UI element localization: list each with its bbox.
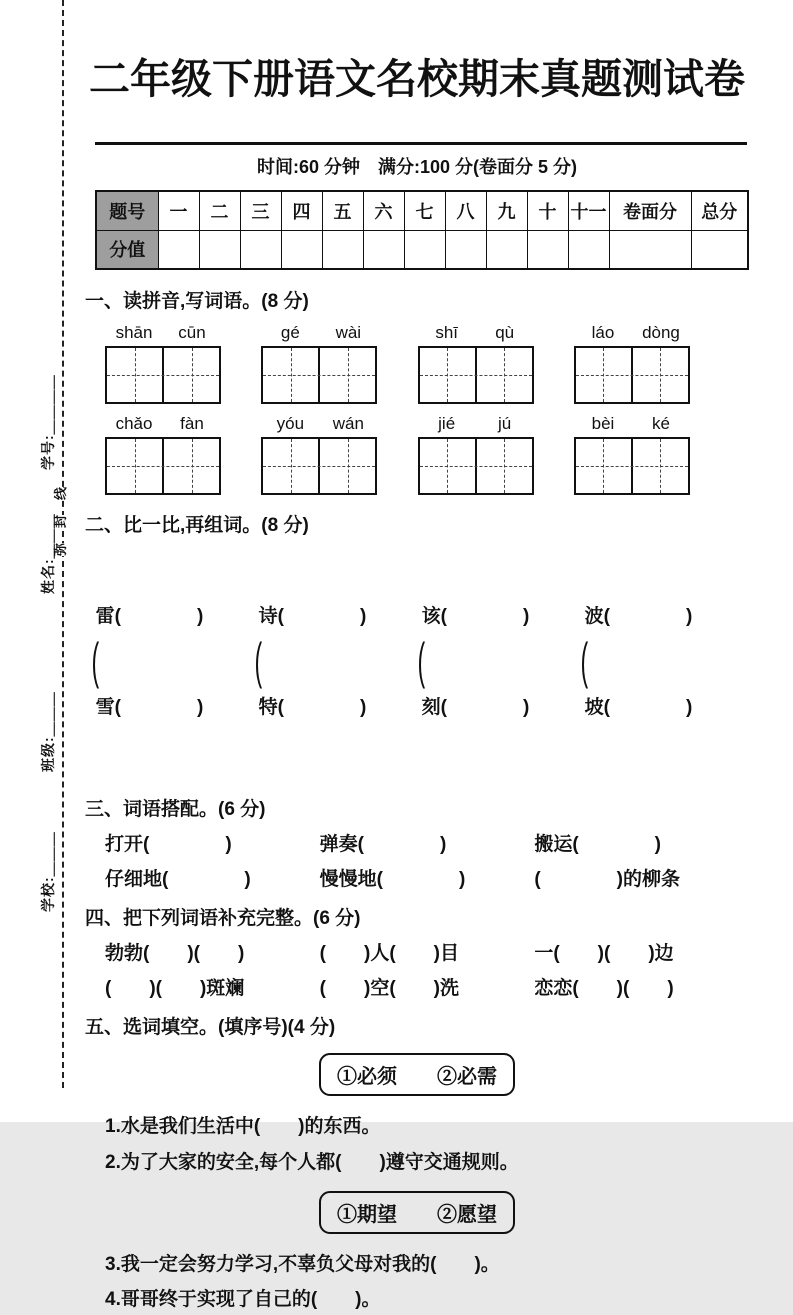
idiom-item: 一( )( )边 xyxy=(534,943,674,965)
score-col: 三 xyxy=(240,191,281,230)
exam-content xyxy=(85,0,749,1315)
score-row-label: 分值 xyxy=(96,230,158,269)
score-cell-blank xyxy=(568,230,609,269)
writing-grid xyxy=(574,437,690,495)
writing-grid xyxy=(418,437,534,495)
collocation-row-2 xyxy=(105,864,749,891)
score-col: 卷面分 xyxy=(609,191,691,230)
writing-grid xyxy=(105,346,221,404)
fill-item-3: 3.我一定会努力学习,不辜负父母对我的( )。 xyxy=(105,1254,500,1275)
score-cell-blank xyxy=(158,230,199,269)
collocation-item: 搬运( ) xyxy=(534,834,661,856)
compare-word: 波( ) xyxy=(584,605,693,627)
score-col: 二 xyxy=(199,191,240,230)
idiom-item: ( )空( )洗 xyxy=(319,978,459,1000)
score-cell-blank xyxy=(609,230,691,269)
fill-item-4: 4.哥哥终于实现了自己的( )。 xyxy=(105,1289,381,1311)
score-col: 六 xyxy=(363,191,404,230)
pinyin-word-block xyxy=(574,323,690,404)
compare-words-pair xyxy=(580,541,749,784)
score-cell-blank xyxy=(363,230,404,269)
score-cell-blank xyxy=(199,230,240,269)
collocation-item: 打开( ) xyxy=(105,834,232,856)
title-divider xyxy=(95,142,747,145)
pinyin-syllable: ké xyxy=(652,414,670,433)
compare-word: 雷( ) xyxy=(95,605,204,627)
idiom-item: ( )( )斑斓 xyxy=(105,978,245,1000)
pinyin-syllable: shān xyxy=(115,323,153,342)
pinyin-syllable: láo xyxy=(591,323,615,342)
compare-words-pair xyxy=(417,541,589,784)
writing-grid xyxy=(261,437,377,495)
pinyin-syllable: fàn xyxy=(180,414,204,433)
score-table-header-row xyxy=(96,191,748,230)
section3-heading: 三、词语搭配。(6 分) xyxy=(85,799,266,821)
fill-item-1: 1.水是我们生活中( )的东西。 xyxy=(105,1116,381,1138)
pinyin-syllable: jié xyxy=(438,414,456,433)
pinyin-syllable: qù xyxy=(495,323,515,342)
compare-word: 诗( ) xyxy=(258,605,367,627)
compare-word: 雪( ) xyxy=(95,696,204,718)
section4-heading: 四、把下列词语补充完整。(6 分) xyxy=(85,908,361,930)
pair-brace: ( xyxy=(417,632,426,689)
seal-char: 弥 xyxy=(49,543,70,556)
idiom-row-2 xyxy=(105,973,749,1000)
seal-char: 封 xyxy=(49,515,70,528)
pinyin-word-block xyxy=(261,323,377,404)
class-field: 班级:＿＿＿ xyxy=(40,691,56,772)
score-table-corner: 题号 xyxy=(96,191,158,230)
pinyin-syllable: chǎo xyxy=(115,414,153,433)
score-col: 总分 xyxy=(691,191,748,230)
writing-grid xyxy=(261,346,377,404)
score-col: 五 xyxy=(322,191,363,230)
pinyin-syllable: bèi xyxy=(591,414,615,433)
score-cell-blank xyxy=(322,230,363,269)
score-cell-blank xyxy=(240,230,281,269)
score-table xyxy=(95,190,749,270)
compare-words-row xyxy=(91,541,749,784)
writing-grid xyxy=(418,346,534,404)
school-field: 学校:＿＿＿ xyxy=(40,831,56,912)
score-cell-blank xyxy=(486,230,527,269)
score-col: 一 xyxy=(158,191,199,230)
collocation-item: 慢慢地( ) xyxy=(319,869,466,891)
pinyin-word-block xyxy=(574,414,690,495)
pinyin-row-1 xyxy=(105,323,690,404)
pinyin-syllable: yóu xyxy=(276,414,305,433)
word-choice-box-1: ①必须 ②必需 xyxy=(319,1053,515,1096)
collocation-row-1 xyxy=(105,829,749,856)
compare-word: 刻( ) xyxy=(421,696,530,718)
pinyin-syllable: cūn xyxy=(178,323,206,342)
idiom-item: ( )人( )目 xyxy=(319,943,459,965)
pinyin-word-block xyxy=(105,414,221,495)
pinyin-word-block xyxy=(105,323,221,404)
word-choice-box-2: ①期望 ②愿望 xyxy=(319,1191,515,1234)
student-name-field: 姓名:＿＿＿ xyxy=(40,513,56,594)
pinyin-word-block xyxy=(418,414,534,495)
idiom-row-1 xyxy=(105,938,749,965)
pinyin-word-block xyxy=(418,323,534,404)
idiom-item: 恋恋( )( ) xyxy=(534,978,674,1000)
score-col: 八 xyxy=(445,191,486,230)
score-cell-blank xyxy=(691,230,748,269)
pinyin-syllable: shī xyxy=(435,323,458,342)
page-title: 二年级下册语文名校期末真题测试卷 xyxy=(89,56,745,102)
score-cell-blank xyxy=(404,230,445,269)
collocation-item: 仔细地( ) xyxy=(105,869,251,891)
pinyin-syllable: jú xyxy=(498,414,512,433)
fill-item-2: 2.为了大家的安全,每个人都( )遵守交通规则。 xyxy=(105,1151,519,1173)
compare-words-pair xyxy=(91,541,263,784)
pair-brace: ( xyxy=(580,632,589,689)
compare-words-pair xyxy=(254,541,426,784)
compare-word: 坡( ) xyxy=(584,696,693,718)
compare-word: 该( ) xyxy=(421,605,530,627)
score-cell-blank xyxy=(445,230,486,269)
pinyin-syllable: gé xyxy=(280,323,300,342)
section1-heading: 一、读拼音,写词语。(8 分) xyxy=(85,291,309,312)
pinyin-syllable: dòng xyxy=(642,323,680,342)
pinyin-syllable: wán xyxy=(332,414,364,433)
score-col: 九 xyxy=(486,191,527,230)
section2-heading: 二、比一比,再组词。(8 分) xyxy=(85,515,309,536)
score-table-value-row xyxy=(96,230,748,269)
score-col: 十一 xyxy=(568,191,609,230)
student-id-field: 学号:＿＿＿＿ xyxy=(40,374,56,470)
pair-brace: ( xyxy=(91,632,100,689)
pinyin-syllable: wài xyxy=(335,323,362,342)
collocation-item: 弹奏( ) xyxy=(319,834,447,856)
score-cell-blank xyxy=(527,230,568,269)
pinyin-row-2 xyxy=(105,414,690,495)
writing-grid xyxy=(105,437,221,495)
idiom-item: 勃勃( )( ) xyxy=(105,943,245,965)
collocation-item: ( )的柳条 xyxy=(534,869,680,891)
score-col: 四 xyxy=(281,191,322,230)
pair-brace: ( xyxy=(254,632,263,689)
score-cell-blank xyxy=(281,230,322,269)
score-col: 七 xyxy=(404,191,445,230)
compare-word: 特( ) xyxy=(258,696,367,718)
writing-grid xyxy=(574,346,690,404)
score-col: 十 xyxy=(527,191,568,230)
section5-heading: 五、选词填空。(填序号)(4 分) xyxy=(85,1017,336,1039)
pinyin-word-block xyxy=(261,414,377,495)
exam-meta: 时间:60 分钟 满分:100 分(卷面分 5 分) xyxy=(256,157,578,177)
seal-char: 线 xyxy=(49,487,70,500)
